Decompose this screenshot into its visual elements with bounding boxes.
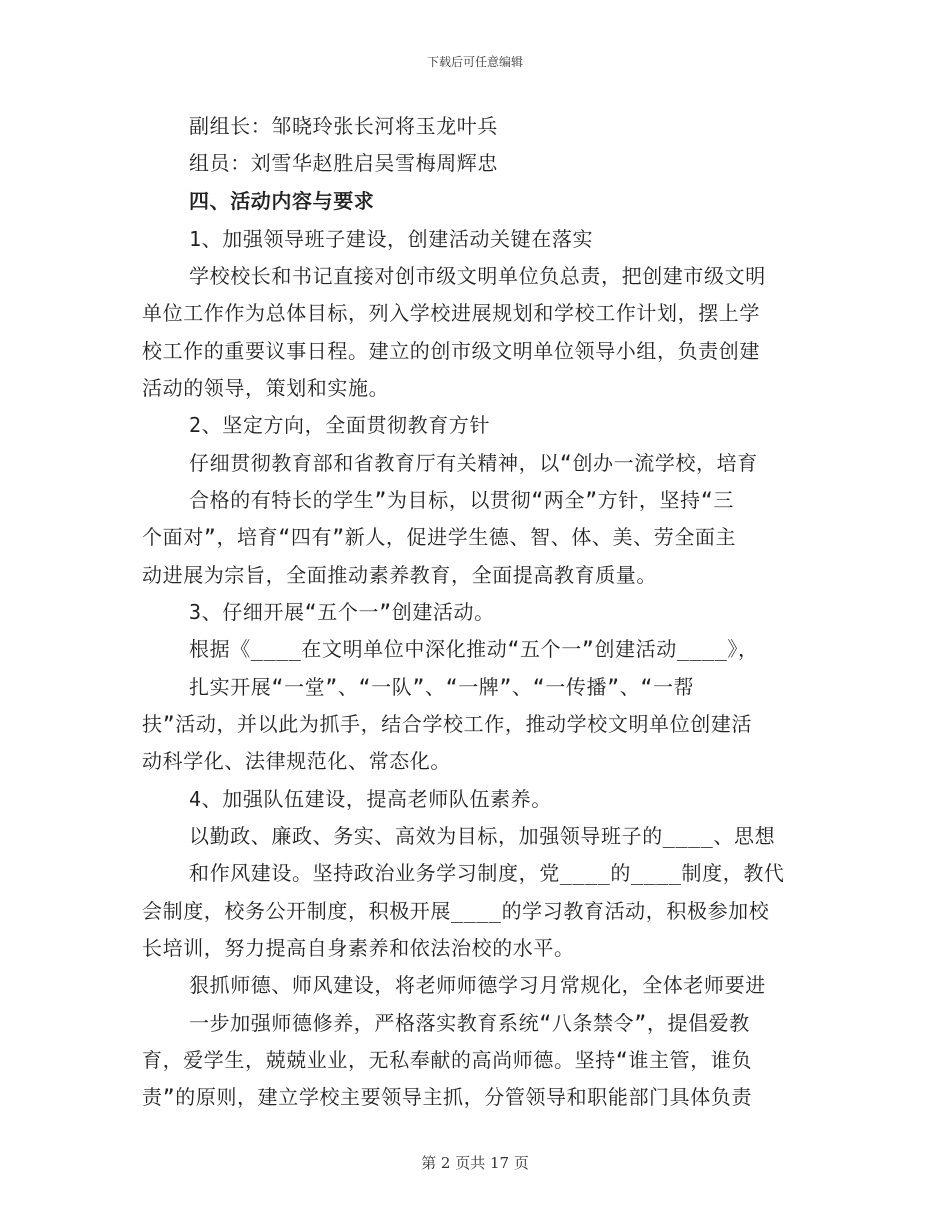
paragraph-line: 会制度，校务公开制度，积极开展____的学习教育活动，积极参加校: [142, 899, 770, 923]
paragraph-line: 动进展为宗旨，全面推动素养教育，全面提高教育质量。: [142, 563, 657, 587]
subheading-2: 2、坚定方向，全面贯彻教育方针: [189, 413, 491, 437]
paragraph-line: 合格的有特长的学生”为目标，以贯彻“两全”方针，坚持“三: [189, 488, 734, 512]
paragraph-line: 长培训，努力提高自身素养和依法治校的水平。: [142, 936, 575, 960]
paragraph-line: 根据《____在文明单位中深化推动“五个一”创建活动____》，: [189, 637, 759, 661]
paragraph-line: 一步加强师德修养，严格落实教育系统“八条禁令”，提倡爱教: [189, 1011, 750, 1035]
subheading-3: 3、仔细开展“五个一”创建活动。: [189, 600, 495, 624]
paragraph-line: 校工作的重要议事日程。建立的创市级文明单位领导小组，负责创建: [142, 339, 760, 363]
paragraph-line: 动科学化、法律规范化、常态化。: [142, 749, 451, 773]
paragraph-line: 活动的领导，策划和实施。: [142, 376, 390, 400]
paragraph-line: 以勤政、廉政、务实、高效为目标，加强领导班子的____、思想: [189, 824, 776, 848]
text-line-members: 组员：刘雪华赵胜启吴雪梅周辉忠: [189, 151, 498, 175]
paragraph-line: 育，爱学生，兢兢业业，无私奉献的高尚师德。坚持“谁主管，谁负: [142, 1048, 753, 1072]
paragraph-line: 责”的原则，建立学校主要领导主抓，分管领导和职能部门具体负责: [142, 1085, 753, 1109]
section-heading: 四、活动内容与要求: [189, 189, 375, 213]
paragraph-line: 扶”活动，并以此为抓手，结合学校工作，推动学校文明单位创建活: [142, 712, 753, 736]
subheading-4: 4、加强队伍建设，提高老师队伍素养。: [189, 787, 552, 811]
paragraph-line: 学校校长和书记直接对创市级文明单位负总责，把创建市级文明: [189, 264, 766, 288]
page-footer: 第 2 页共 17 页: [421, 1154, 529, 1172]
paragraph-line: 个面对”，培育“四有”新人，促进学生德、智、体、美、劳全面主: [142, 525, 737, 549]
paragraph-line: 和作风建设。坚持政治业务学习制度，党____的____制度，教代: [189, 861, 785, 885]
text-line-deputy-leaders: 副组长：邹晓玲张长河将玉龙叶兵: [189, 114, 498, 138]
paragraph-line: 扎实开展“一堂”、“一队”、“一牌”、“一传播”、“一帮: [189, 675, 695, 699]
paragraph-line: 仔细贯彻教育部和省教育厅有关精神，以“创办一流学校，培育: [189, 451, 758, 475]
subheading-1: 1、加强领导班子建设，创建活动关键在落实: [189, 227, 594, 251]
paragraph-line: 狠抓师德、师风建设，将老师师德学习月常规化，全体老师要进: [189, 973, 766, 997]
page-header: 下载后可任意编辑: [426, 55, 523, 69]
paragraph-line: 单位工作作为总体目标，列入学校进展规划和学校工作计划，摆上学: [142, 301, 760, 325]
